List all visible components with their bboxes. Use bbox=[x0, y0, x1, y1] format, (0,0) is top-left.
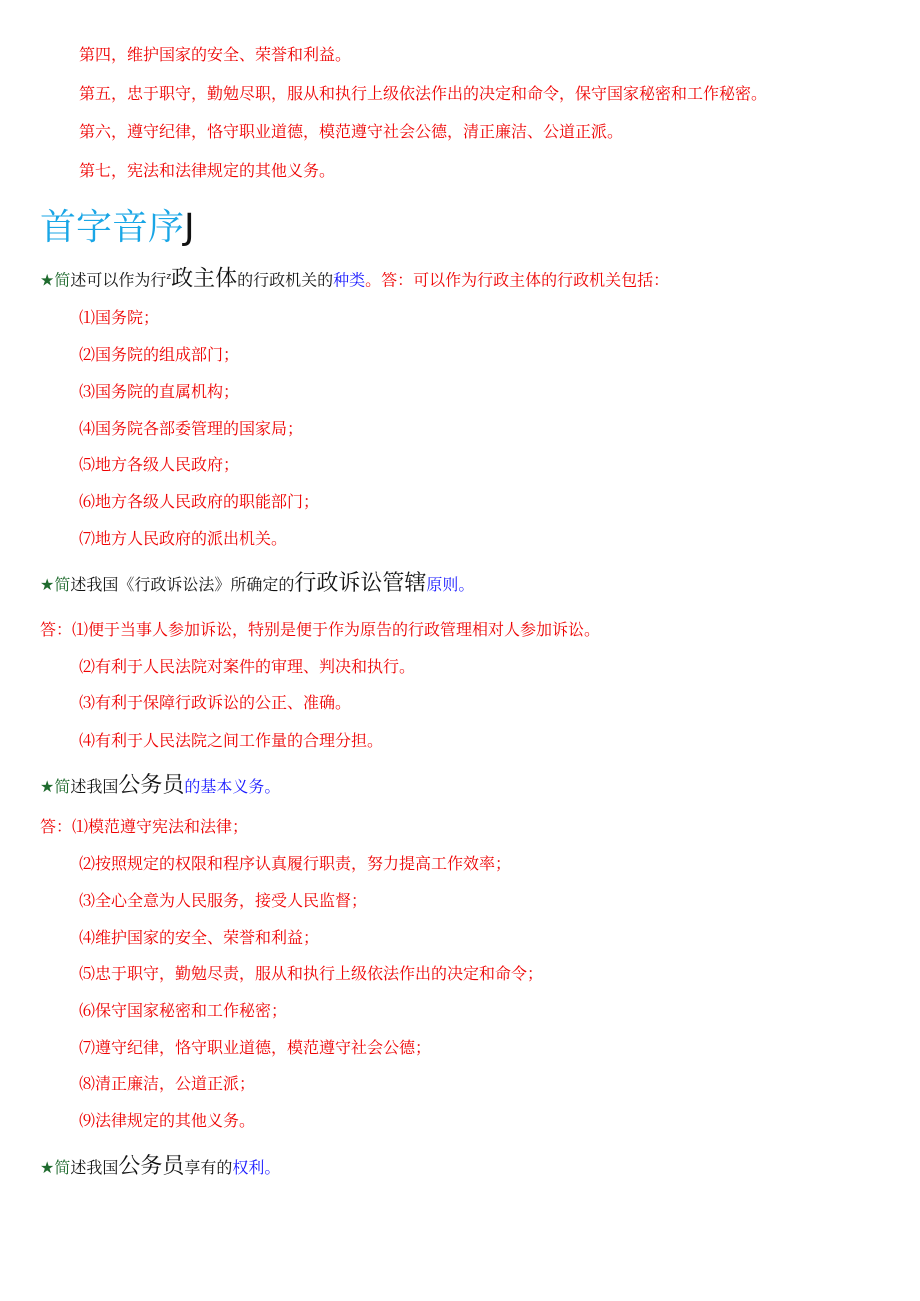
question-end: 。 bbox=[264, 1158, 281, 1177]
question-jian: 简 bbox=[54, 270, 71, 290]
list-item: ⑺地方人民政府的派出机关。 bbox=[79, 529, 288, 548]
heading-main: 首字音序 bbox=[40, 207, 185, 248]
question-jian: 简 bbox=[54, 777, 71, 796]
list-item: ⑷维护国家的安全、荣誉和利益； bbox=[79, 928, 320, 947]
question-1 bbox=[40, 266, 669, 291]
question-term: 公务员 bbox=[118, 773, 185, 798]
question-focus: 原则 bbox=[426, 575, 459, 594]
list-item: ⑶有利于保障行政诉讼的公正、准确。 bbox=[79, 693, 352, 712]
question-term: 政主体 bbox=[171, 266, 238, 292]
section-heading bbox=[40, 204, 195, 252]
list-item: ⑵按照规定的权限和程序认真履行职责，努力提高工作效率； bbox=[79, 854, 512, 873]
question-jian: 简 bbox=[54, 1158, 71, 1177]
question-sup: z bbox=[166, 272, 172, 282]
list-item: ⑸忠于职守，勤勉尽责，服从和执行上级依法作出的决定和命令； bbox=[79, 964, 544, 983]
list-item: ⑶国务院的直属机构； bbox=[79, 382, 240, 401]
list-item: ⑷有利于人民法院之间工作量的合理分担。 bbox=[79, 731, 384, 750]
list-item: ⑶全心全意为人民服务，接受人民监督； bbox=[79, 891, 368, 910]
answer-first: 答：⑴模范遵守宪法和法律； bbox=[40, 817, 249, 836]
star-icon: ★ bbox=[40, 777, 55, 796]
question-3 bbox=[40, 775, 280, 798]
question-focus: 种类 bbox=[333, 270, 366, 290]
question-end: 。 bbox=[458, 575, 475, 594]
duty-line: 第五，忠于职守，勤勉尽职，服从和执行上级依法作出的决定和命令，保守国家秘密和工作秘密。 bbox=[79, 84, 768, 103]
heading-letter: J bbox=[184, 207, 195, 248]
duty-line: 第六，遵守纪律，恪守职业道德，模范遵守社会公德，清正廉洁、公道正派。 bbox=[79, 122, 624, 141]
question-jian: 简 bbox=[54, 575, 71, 594]
question-focus: 权利 bbox=[232, 1158, 265, 1177]
question-text: 的行政机关的 bbox=[237, 270, 334, 290]
star-icon: ★ bbox=[40, 575, 55, 594]
question-text: 述可以作为行 bbox=[70, 270, 167, 290]
list-item: ⑵国务院的组成部门； bbox=[79, 345, 240, 364]
list-item: ⑻清正廉洁，公道正派； bbox=[79, 1074, 256, 1093]
list-item: ⑴国务院； bbox=[79, 308, 160, 327]
question-answer-intro: 。答：可以作为行政主体的行政机关包括： bbox=[365, 270, 670, 290]
question-text: 述我国 bbox=[70, 777, 119, 796]
answer-first: 答：⑴便于当事人参加诉讼，特别是便于作为原告的行政管理相对人参加诉讼。 bbox=[40, 620, 601, 639]
list-item: ⑷国务院各部委管理的国家局； bbox=[79, 419, 304, 438]
list-item: ⑺遵守纪律，恪守职业道德，模范遵守社会公德； bbox=[79, 1038, 432, 1057]
question-term: 公务员 bbox=[118, 1154, 185, 1179]
list-item: ⑹地方各级人民政府的职能部门； bbox=[79, 492, 320, 511]
star-icon: ★ bbox=[40, 1158, 55, 1177]
duty-line: 第七，宪法和法律规定的其他义务。 bbox=[79, 161, 336, 180]
question-text: 述我国 bbox=[70, 1158, 119, 1177]
question-4 bbox=[40, 1156, 280, 1179]
question-focus: 的基本义务 bbox=[184, 777, 265, 796]
star-icon: ★ bbox=[40, 270, 55, 290]
question-2 bbox=[40, 573, 474, 596]
question-term: 行政诉讼管辖 bbox=[294, 571, 427, 596]
list-item: ⑵有利于人民法院对案件的审理、判决和执行。 bbox=[79, 657, 416, 676]
list-item: ⑼法律规定的其他义务。 bbox=[79, 1111, 256, 1130]
question-text: 享有的 bbox=[184, 1158, 233, 1177]
list-item: ⑹保守国家秘密和工作秘密； bbox=[79, 1001, 288, 1020]
duty-line: 第四，维护国家的安全、荣誉和利益。 bbox=[79, 45, 352, 64]
list-item: ⑸地方各级人民政府； bbox=[79, 455, 240, 474]
question-end: 。 bbox=[264, 777, 281, 796]
question-text: 述我国《行政诉讼法》所确定的 bbox=[70, 575, 295, 594]
